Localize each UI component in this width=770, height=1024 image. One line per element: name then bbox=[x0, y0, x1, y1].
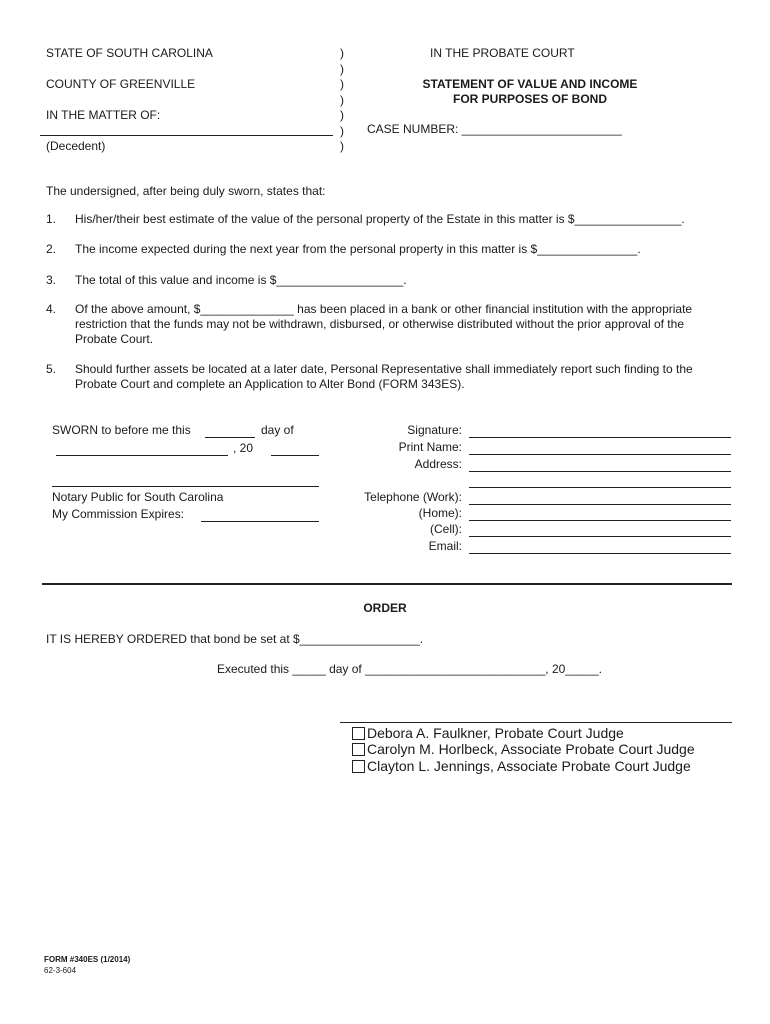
telephone-cell-label: (Cell): bbox=[430, 522, 462, 536]
signature-line[interactable] bbox=[469, 437, 731, 438]
judge-checkbox[interactable] bbox=[352, 760, 365, 773]
case-number-field[interactable]: CASE NUMBER: ________________________ bbox=[367, 122, 622, 136]
telephone-home-label: (Home): bbox=[418, 506, 462, 520]
year-prefix-label: , 20 bbox=[233, 441, 254, 455]
judge-checkbox[interactable] bbox=[352, 743, 365, 756]
matter-label: IN THE MATTER OF: bbox=[46, 108, 161, 122]
order-bond-text: IT IS HEREBY ORDERED that bond be set at $__________________. bbox=[46, 632, 424, 646]
form-title-line1: STATEMENT OF VALUE AND INCOME bbox=[422, 77, 638, 91]
telephone-cell-line[interactable] bbox=[469, 536, 731, 537]
executed-text: Executed this _____ day of ___________________________, 20_____. bbox=[217, 662, 603, 676]
telephone-home-line[interactable] bbox=[469, 520, 731, 521]
state-label: STATE OF SOUTH CAROLINA bbox=[46, 46, 213, 60]
item-text: The income expected during the next year from the personal property in this matter is $_______________. bbox=[75, 242, 641, 256]
form-id: FORM #340ES (1/2014) bbox=[44, 955, 131, 964]
item-number: 2. bbox=[46, 242, 57, 256]
item-text: His/her/their best estimate of the value of the personal property of the Estate in this matter is $________________. bbox=[75, 212, 685, 226]
sworn-month-line[interactable] bbox=[56, 455, 228, 456]
item-number: 5. bbox=[46, 362, 57, 376]
item-number: 4. bbox=[46, 302, 57, 316]
print-name-line[interactable] bbox=[469, 454, 731, 455]
telephone-work-label: Telephone (Work): bbox=[364, 490, 462, 504]
item-text: Should further assets be located at a later date, Personal Representative shall immediately report such finding to the Probate Court and complete an Application to Alter Bond (FORM 343ES). bbox=[75, 362, 693, 391]
judge-signature-line[interactable] bbox=[340, 722, 732, 723]
county-label: COUNTY OF GREENVILLE bbox=[46, 77, 196, 91]
address-line-1[interactable] bbox=[469, 471, 731, 472]
commission-label: My Commission Expires: bbox=[52, 507, 185, 521]
decedent-label: (Decedent) bbox=[46, 139, 106, 153]
decedent-name-line[interactable] bbox=[40, 135, 333, 136]
section-divider bbox=[42, 583, 732, 585]
item-text: Of the above amount, $______________ has been placed in a bank or other financial institution with the appropriate restriction that the funds may not be withdrawn, disbursed, or otherwise distributed without the prior approval of the Probate Court. bbox=[75, 302, 693, 346]
judge-name: Debora A. Faulkner, Probate Court Judge bbox=[367, 725, 624, 741]
sworn-day-line[interactable] bbox=[205, 437, 255, 438]
print-name-label: Print Name: bbox=[398, 440, 462, 454]
item-number: 3. bbox=[46, 273, 57, 287]
address-label: Address: bbox=[414, 457, 462, 471]
sworn-year-line[interactable] bbox=[271, 455, 319, 456]
judge-checkbox[interactable] bbox=[352, 727, 365, 740]
commission-line[interactable] bbox=[201, 521, 319, 522]
judge-name: Carolyn M. Horlbeck, Associate Probate Court Judge bbox=[367, 741, 695, 757]
judge-name: Clayton L. Jennings, Associate Probate Court Judge bbox=[367, 758, 691, 774]
statute-code: 62-3-604 bbox=[44, 966, 77, 975]
day-of-label: day of bbox=[261, 423, 294, 437]
address-line-2[interactable] bbox=[469, 487, 731, 488]
court-label: IN THE PROBATE COURT bbox=[430, 46, 575, 60]
caption-divider: ) ) ) ) ) ) ) bbox=[340, 46, 344, 153]
signature-label: Signature: bbox=[407, 423, 462, 437]
email-label: Email: bbox=[428, 539, 462, 553]
form-title-line2: FOR PURPOSES OF BOND bbox=[452, 92, 607, 106]
telephone-work-line[interactable] bbox=[469, 504, 731, 505]
notary-signature-line[interactable] bbox=[52, 486, 319, 487]
sworn-text: SWORN to before me this bbox=[52, 423, 191, 437]
order-heading: ORDER bbox=[363, 601, 407, 615]
intro-text: The undersigned, after being duly sworn, states that: bbox=[46, 184, 326, 198]
item-text: The total of this value and income is $___________________. bbox=[75, 273, 407, 287]
notary-label: Notary Public for South Carolina bbox=[52, 490, 224, 504]
email-line[interactable] bbox=[469, 553, 731, 554]
item-number: 1. bbox=[46, 212, 57, 226]
